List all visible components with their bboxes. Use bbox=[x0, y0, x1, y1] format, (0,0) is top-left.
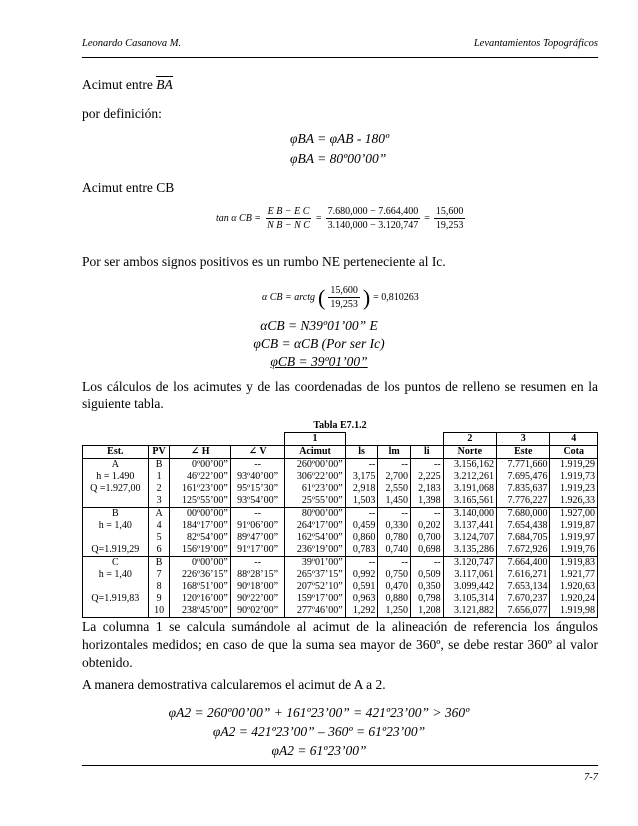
este-cell: 7.672,926 bbox=[497, 544, 550, 557]
group-header-1: 1 bbox=[285, 433, 345, 446]
acimut-cell: 159º17’00” bbox=[285, 593, 345, 605]
cota-cell: 1.919,98 bbox=[550, 605, 598, 618]
ls-cell: 0,591 bbox=[345, 581, 378, 593]
h-angle-cell: 184º17’00” bbox=[170, 520, 230, 532]
acimut-cell: 265º37’15” bbox=[285, 569, 345, 581]
h-angle-cell: 168º51’00” bbox=[170, 581, 230, 593]
station-cell bbox=[83, 581, 149, 593]
equation-phi-ba-1: φBA = φAB - 180º bbox=[290, 131, 390, 146]
ls-cell: 1,503 bbox=[345, 495, 378, 508]
norte-cell: 3.099,442 bbox=[443, 581, 496, 593]
v-angle-cell: 88º28’15” bbox=[230, 569, 284, 581]
v-angle-cell: 89º47’00” bbox=[230, 532, 284, 544]
station-cell bbox=[83, 495, 149, 508]
h-angle-cell: 125º55’00” bbox=[170, 495, 230, 508]
acimut-cell: 25º55’00” bbox=[285, 495, 345, 508]
ls-cell: 2,918 bbox=[345, 483, 378, 495]
pv-cell: 3 bbox=[148, 495, 170, 508]
v-angle-cell: 93º54’00” bbox=[230, 495, 284, 508]
lm-cell: 2,700 bbox=[378, 471, 411, 483]
equation-phi-ba-2: φBA = 80º00’00” bbox=[290, 151, 387, 166]
col-lm: lm bbox=[378, 446, 411, 459]
table-row bbox=[83, 557, 598, 570]
acimut-cell: 277º46’00” bbox=[285, 605, 345, 618]
v-angle-cell: -- bbox=[230, 508, 284, 521]
acimut-cell: 236º19’00” bbox=[285, 544, 345, 557]
station-cell: Q =1.927,00 bbox=[83, 483, 149, 495]
acimut-cell: 207º52’10” bbox=[285, 581, 345, 593]
v-angle-cell: 91º06’00” bbox=[230, 520, 284, 532]
lm-cell: 0,780 bbox=[378, 532, 411, 544]
acimut-cell: 260º00’00” bbox=[285, 459, 345, 472]
este-cell: 7.653,134 bbox=[497, 581, 550, 593]
column-explanation-paragraph: La columna 1 se calcula sumándole al acimut de la alineación de referencia los ángulos horizontales medidos; en caso de que la suma sea mayor de 360º, se debe restar 360º al valor obtenido. bbox=[82, 619, 598, 670]
tan-equation: tan α CB = $\frac{\text{E B − E C}}{\text{N B − N C}}$ = $\frac{7.680,000 - 7.664,400}{3.140,000 - 3.120,747}$ = $\frac{15,600}{19,253}$ bbox=[216, 206, 464, 231]
col-h-angle: ∠ H bbox=[170, 446, 230, 459]
norte-cell: 3.124,707 bbox=[443, 532, 496, 544]
cota-cell: 1.919,29 bbox=[550, 459, 598, 472]
equation-alpha-cb: αCB = N39º01’00” E bbox=[260, 318, 378, 333]
norte-cell: 3.212,261 bbox=[443, 471, 496, 483]
station-cell: h = 1.490 bbox=[83, 471, 149, 483]
running-header-author: Leonardo Casanova M. bbox=[82, 38, 182, 49]
pv-cell: B bbox=[148, 557, 170, 570]
table-row bbox=[83, 532, 598, 544]
este-cell: 7.680,000 bbox=[497, 508, 550, 521]
pv-cell: 1 bbox=[148, 471, 170, 483]
lm-cell: 0,740 bbox=[378, 544, 411, 557]
v-angle-cell: 93º40’00” bbox=[230, 471, 284, 483]
li-cell: 1,208 bbox=[411, 605, 444, 618]
este-cell: 7.670,237 bbox=[497, 593, 550, 605]
h-angle-cell: 0º00’00” bbox=[170, 557, 230, 570]
h-angle-cell: 46º22’00” bbox=[170, 471, 230, 483]
ls-cell: 0,963 bbox=[345, 593, 378, 605]
station-cell: h = 1,40 bbox=[83, 569, 149, 581]
running-header-title: Levantamientos Topográficos bbox=[473, 38, 598, 49]
cota-cell: 1.926,33 bbox=[550, 495, 598, 508]
sign-explanation: Por ser ambos signos positivos es un rumbo NE perteneciente al Ic. bbox=[82, 254, 446, 269]
overline-ba: BA bbox=[156, 77, 173, 92]
acimut-cell: 80º00’00” bbox=[285, 508, 345, 521]
lm-cell: 0,750 bbox=[378, 569, 411, 581]
h-angle-cell: 120º16’00” bbox=[170, 593, 230, 605]
table-row bbox=[83, 520, 598, 532]
group-header-2: 2 bbox=[443, 433, 496, 446]
station-cell: Q=1.919,83 bbox=[83, 593, 149, 605]
fraction-result: $\frac{15,600}{19,253}$ bbox=[435, 206, 464, 231]
equation-phi-cb-result: φCB = 39º01’00” bbox=[270, 354, 368, 369]
pv-cell: 2 bbox=[148, 483, 170, 495]
table-row bbox=[83, 569, 598, 581]
pv-cell: 9 bbox=[148, 593, 170, 605]
acimut-cell: 306º22’00” bbox=[285, 471, 345, 483]
este-cell: 7.771,660 bbox=[497, 459, 550, 472]
cota-cell: 1.920,63 bbox=[550, 581, 598, 593]
station-cell: Q=1.919,29 bbox=[83, 544, 149, 557]
norte-cell: 3.137,441 bbox=[443, 520, 496, 532]
station-cell: A bbox=[83, 459, 149, 472]
li-cell: -- bbox=[411, 508, 444, 521]
table-row bbox=[83, 544, 598, 557]
col-li: li bbox=[411, 446, 444, 459]
lm-cell: 0,880 bbox=[378, 593, 411, 605]
ls-cell: 0,783 bbox=[345, 544, 378, 557]
este-cell: 7.835,637 bbox=[497, 483, 550, 495]
table-caption: Tabla E7.1.2 bbox=[313, 420, 367, 431]
equation-phi-a2-2: φA2 = 421º23’00” – 360º = 61º23’00” bbox=[212, 724, 426, 739]
pv-cell: 10 bbox=[148, 605, 170, 618]
li-cell: 2,183 bbox=[411, 483, 444, 495]
v-angle-cell: -- bbox=[230, 459, 284, 472]
lm-cell: -- bbox=[378, 459, 411, 472]
este-cell: 7.616,271 bbox=[497, 569, 550, 581]
table-row bbox=[83, 605, 598, 618]
v-angle-cell: 95º15’30” bbox=[230, 483, 284, 495]
li-cell: -- bbox=[411, 557, 444, 570]
este-cell: 7.656,077 bbox=[497, 605, 550, 618]
ls-cell: 3,175 bbox=[345, 471, 378, 483]
arctg-equation: α CB = arctg ( $\frac{15,600}{19,253}$ ) = 0,810263 bbox=[262, 284, 419, 310]
norte-cell: 3.140,000 bbox=[443, 508, 496, 521]
arctg-fraction: $\frac{15,600}{19,253}$ bbox=[330, 285, 358, 310]
lm-cell: -- bbox=[378, 557, 411, 570]
cota-cell: 1.919,23 bbox=[550, 483, 598, 495]
table-row bbox=[83, 495, 598, 508]
fraction-coordinates: $\frac{\text{E B − E C}}{\text{N B − N C}}$ bbox=[267, 206, 310, 231]
li-cell: 0,350 bbox=[411, 581, 444, 593]
acimut-cell: 61º23’00” bbox=[285, 483, 345, 495]
h-angle-cell: 00º00’00” bbox=[170, 508, 230, 521]
lm-cell: -- bbox=[378, 508, 411, 521]
lm-cell: 1,450 bbox=[378, 495, 411, 508]
definition-text: por definición: bbox=[82, 106, 162, 121]
pv-cell: B bbox=[148, 459, 170, 472]
acimut-cell: 264º17’00” bbox=[285, 520, 345, 532]
col-norte: Norte bbox=[443, 446, 496, 459]
group-header-3: 3 bbox=[497, 433, 550, 446]
heading-acimut-cb: Acimut entre CB bbox=[82, 180, 175, 195]
norte-cell: 3.121,882 bbox=[443, 605, 496, 618]
col-este: Este bbox=[497, 446, 550, 459]
li-cell: 0,798 bbox=[411, 593, 444, 605]
h-angle-cell: 161º23’00” bbox=[170, 483, 230, 495]
li-cell: 2,225 bbox=[411, 471, 444, 483]
este-cell: 7.664,400 bbox=[497, 557, 550, 570]
station-cell bbox=[83, 532, 149, 544]
norte-cell: 3.165,561 bbox=[443, 495, 496, 508]
norte-cell: 3.117,061 bbox=[443, 569, 496, 581]
footer-rule bbox=[82, 765, 598, 766]
pv-cell: 5 bbox=[148, 532, 170, 544]
lm-cell: 2,550 bbox=[378, 483, 411, 495]
v-angle-cell: 91º17’00” bbox=[230, 544, 284, 557]
ls-cell: -- bbox=[345, 459, 378, 472]
li-cell: 0,202 bbox=[411, 520, 444, 532]
column-header-row bbox=[83, 446, 598, 459]
table-row bbox=[83, 471, 598, 483]
este-cell: 7.684,705 bbox=[497, 532, 550, 544]
col-cota: Cota bbox=[550, 446, 598, 459]
este-cell: 7.654,438 bbox=[497, 520, 550, 532]
table-row bbox=[83, 459, 598, 472]
ls-cell: -- bbox=[345, 557, 378, 570]
table-row bbox=[83, 508, 598, 521]
norte-cell: 3.105,314 bbox=[443, 593, 496, 605]
equation-phi-a2-3: φA2 = 61º23’00” bbox=[271, 743, 367, 758]
pv-cell: 7 bbox=[148, 569, 170, 581]
station-cell: C bbox=[83, 557, 149, 570]
cota-cell: 1.919,73 bbox=[550, 471, 598, 483]
acimut-cell: 162º54’00” bbox=[285, 532, 345, 544]
cota-cell: 1.919,87 bbox=[550, 520, 598, 532]
group-header-4: 4 bbox=[550, 433, 598, 446]
pv-cell: 8 bbox=[148, 581, 170, 593]
lm-cell: 1,250 bbox=[378, 605, 411, 618]
station-cell: h = 1,40 bbox=[83, 520, 149, 532]
col-v-angle: ∠ V bbox=[230, 446, 284, 459]
ls-cell: -- bbox=[345, 508, 378, 521]
page-number: 7-7 bbox=[584, 772, 598, 783]
h-angle-cell: 156º19’00” bbox=[170, 544, 230, 557]
station-cell: B bbox=[83, 508, 149, 521]
li-cell: 0,698 bbox=[411, 544, 444, 557]
pv-cell: 4 bbox=[148, 520, 170, 532]
table-row bbox=[83, 581, 598, 593]
li-cell: -- bbox=[411, 459, 444, 472]
ls-cell: 0,459 bbox=[345, 520, 378, 532]
col-ls: ls bbox=[345, 446, 378, 459]
pv-cell: A bbox=[148, 508, 170, 521]
heading-acimut-ba: Acimut entre BA bbox=[82, 77, 173, 92]
table-row bbox=[83, 483, 598, 495]
h-angle-cell: 238º45’00” bbox=[170, 605, 230, 618]
cota-cell: 1.919,76 bbox=[550, 544, 598, 557]
table-row bbox=[83, 593, 598, 605]
norte-cell: 3.120,747 bbox=[443, 557, 496, 570]
norte-cell: 3.191,068 bbox=[443, 483, 496, 495]
li-cell: 1,398 bbox=[411, 495, 444, 508]
cota-cell: 1.927,00 bbox=[550, 508, 598, 521]
li-cell: 0,700 bbox=[411, 532, 444, 544]
demo-paragraph: A manera demostrativa calcularemos el acimut de A a 2. bbox=[82, 677, 386, 692]
este-cell: 7.776,227 bbox=[497, 495, 550, 508]
pv-cell: 6 bbox=[148, 544, 170, 557]
v-angle-cell: -- bbox=[230, 557, 284, 570]
ls-cell: 0,860 bbox=[345, 532, 378, 544]
col-pv: PV bbox=[148, 446, 170, 459]
cota-cell: 1.920,24 bbox=[550, 593, 598, 605]
v-angle-cell: 90º22’00” bbox=[230, 593, 284, 605]
table-intro-paragraph: Los cálculos de los acimutes y de las coordenadas de los puntos de relleno se resumen en la siguiente tabla. bbox=[82, 379, 598, 411]
ls-cell: 0,992 bbox=[345, 569, 378, 581]
equation-phi-a2-1: φA2 = 260º00’00” + 161º23’00” = 421º23’00” > 360º bbox=[168, 705, 470, 720]
cota-cell: 1.921,77 bbox=[550, 569, 598, 581]
equation-phi-cb-ic: φCB = αCB (Por ser Ic) bbox=[253, 336, 385, 351]
lm-cell: 0,330 bbox=[378, 520, 411, 532]
group-header-row bbox=[83, 433, 598, 446]
fraction-values: $\frac{7.680,000 - 7.664,400}{3.140,000 - 3.120,747}$ bbox=[327, 206, 419, 231]
li-cell: 0,509 bbox=[411, 569, 444, 581]
h-angle-cell: 226º36’15” bbox=[170, 569, 230, 581]
h-angle-cell: 82º54’00” bbox=[170, 532, 230, 544]
ls-cell: 1,292 bbox=[345, 605, 378, 618]
survey-table bbox=[82, 432, 598, 618]
station-cell bbox=[83, 605, 149, 618]
cota-cell: 1.919,97 bbox=[550, 532, 598, 544]
h-angle-cell: 0º00’00” bbox=[170, 459, 230, 472]
col-acimut: Acimut bbox=[285, 446, 345, 459]
v-angle-cell: 90º18’00” bbox=[230, 581, 284, 593]
acimut-cell: 39º01’00” bbox=[285, 557, 345, 570]
v-angle-cell: 90º02’00” bbox=[230, 605, 284, 618]
col-est: Est. bbox=[83, 446, 149, 459]
header-rule bbox=[82, 57, 598, 58]
cota-cell: 1.919,83 bbox=[550, 557, 598, 570]
este-cell: 7.695,476 bbox=[497, 471, 550, 483]
lm-cell: 0,470 bbox=[378, 581, 411, 593]
survey-table-body bbox=[83, 433, 598, 618]
norte-cell: 3.135,286 bbox=[443, 544, 496, 557]
norte-cell: 3.156,162 bbox=[443, 459, 496, 472]
